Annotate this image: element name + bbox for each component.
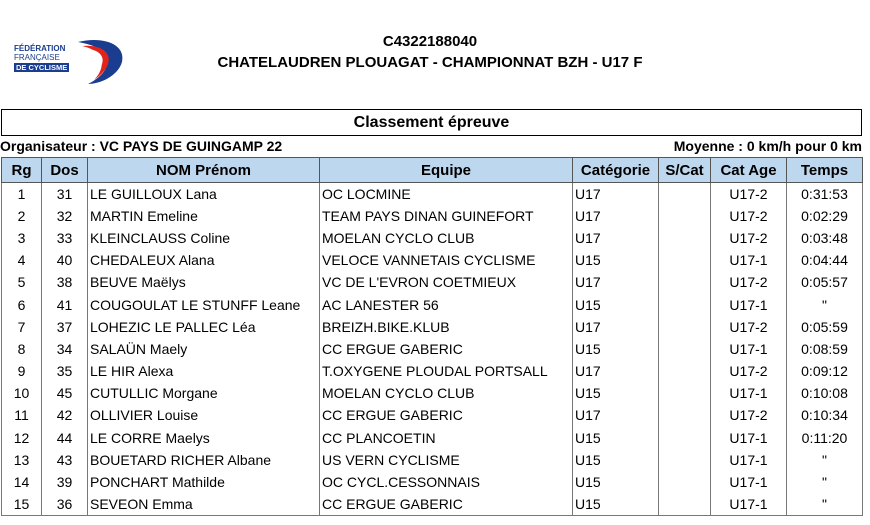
col-team: Equipe (320, 158, 573, 183)
table-row (2, 471, 863, 493)
cell-age-category: U17-1 (711, 338, 787, 360)
cell-name: KLEINCLAUSS Coline (88, 227, 320, 249)
cell-bib: 39 (42, 471, 88, 493)
cell-rank: 4 (2, 249, 42, 271)
cell-name: BEUVE Maëlys (88, 271, 320, 293)
cell-rank: 5 (2, 271, 42, 293)
cell-name: LOHEZIC LE PALLEC Léa (88, 316, 320, 338)
table-row (2, 205, 863, 227)
cell-category: U15 (573, 493, 659, 515)
results-table (1, 157, 863, 516)
cell-bib: 32 (42, 205, 88, 227)
cell-time: 0:09:12 (787, 360, 863, 382)
table-row (2, 382, 863, 404)
cell-age-category: U17-1 (711, 493, 787, 515)
cell-category: U17 (573, 404, 659, 426)
organiser-text: Organisateur : VC PAYS DE GUINGAMP 22 (0, 138, 283, 154)
col-subcategory: S/Cat (659, 158, 711, 183)
average-speed-text: Moyenne : 0 km/h pour 0 km (673, 138, 862, 154)
table-row (2, 449, 863, 471)
cell-age-category: U17-1 (711, 449, 787, 471)
cell-category: U15 (573, 382, 659, 404)
cell-category: U17 (573, 360, 659, 382)
cell-category: U17 (573, 227, 659, 249)
cell-time: 0:05:57 (787, 271, 863, 293)
cell-time: 0:04:44 (787, 249, 863, 271)
cell-team: BREIZH.BIKE.KLUB (320, 316, 573, 338)
cell-name: SEVEON Emma (88, 493, 320, 515)
cell-rank: 7 (2, 316, 42, 338)
col-category: Catégorie (573, 158, 659, 183)
cell-bib: 37 (42, 316, 88, 338)
cell-time: 0:11:20 (787, 427, 863, 449)
cell-name: LE GUILLOUX Lana (88, 183, 320, 205)
cell-name: COUGOULAT LE STUNFF Leane (88, 293, 320, 315)
cell-team: CC PLANCOETIN (320, 427, 573, 449)
cell-category: U15 (573, 293, 659, 315)
cell-subcategory (659, 427, 711, 449)
cell-age-category: U17-1 (711, 293, 787, 315)
logo-line-3: DE CYCLISME (16, 63, 68, 72)
cell-name: LE HIR Alexa (88, 360, 320, 382)
cell-time: " (787, 471, 863, 493)
cell-team: CC ERGUE GABERIC (320, 493, 573, 515)
cell-age-category: U17-2 (711, 360, 787, 382)
cell-category: U15 (573, 427, 659, 449)
cell-bib: 31 (42, 183, 88, 205)
cell-subcategory (659, 449, 711, 471)
col-dos: Dos (42, 158, 88, 183)
cell-name: CHEDALEUX Alana (88, 249, 320, 271)
cell-rank: 10 (2, 382, 42, 404)
cell-time: 0:03:48 (787, 227, 863, 249)
cell-bib: 45 (42, 382, 88, 404)
cell-bib: 34 (42, 338, 88, 360)
col-time: Temps (787, 158, 863, 183)
cell-category: U15 (573, 338, 659, 360)
cell-subcategory (659, 382, 711, 404)
cell-rank: 1 (2, 183, 42, 205)
cell-team: VC DE L'EVRON COETMIEUX (320, 271, 573, 293)
cell-age-category: U17-2 (711, 227, 787, 249)
cell-team: VELOCE VANNETAIS CYCLISME (320, 249, 573, 271)
cell-age-category: U17-1 (711, 382, 787, 404)
cell-bib: 43 (42, 449, 88, 471)
race-title: CHATELAUDREN PLOUAGAT - CHAMPIONNAT BZH - U17 F (217, 54, 643, 71)
organiser-line (0, 138, 862, 156)
cell-time: 0:10:08 (787, 382, 863, 404)
cell-name: OLLIVIER Louise (88, 404, 320, 426)
cell-bib: 41 (42, 293, 88, 315)
cell-subcategory (659, 227, 711, 249)
cell-age-category: U17-2 (711, 205, 787, 227)
cell-team: T.OXYGENE PLOUDAL PORTSALL (320, 360, 573, 382)
cell-time: 0:31:53 (787, 183, 863, 205)
cell-team: MOELAN CYCLO CLUB (320, 227, 573, 249)
table-row (2, 338, 863, 360)
cell-name: BOUETARD RICHER Albane (88, 449, 320, 471)
cell-name: SALAÜN Maely (88, 338, 320, 360)
cell-age-category: U17-2 (711, 404, 787, 426)
cell-time: 0:10:34 (787, 404, 863, 426)
cell-subcategory (659, 205, 711, 227)
table-row (2, 227, 863, 249)
cell-bib: 44 (42, 427, 88, 449)
cell-age-category: U17-1 (711, 427, 787, 449)
cell-subcategory (659, 183, 711, 205)
cell-rank: 13 (2, 449, 42, 471)
cell-age-category: U17-1 (711, 471, 787, 493)
col-name: NOM Prénom (88, 158, 320, 183)
cell-rank: 3 (2, 227, 42, 249)
cell-category: U15 (573, 449, 659, 471)
cell-rank: 12 (2, 427, 42, 449)
cell-subcategory (659, 471, 711, 493)
cell-bib: 35 (42, 360, 88, 382)
cell-rank: 15 (2, 493, 42, 515)
cell-name: LE CORRE Maelys (88, 427, 320, 449)
cell-subcategory (659, 338, 711, 360)
section-title: Classement épreuve (1, 109, 862, 136)
cell-subcategory (659, 249, 711, 271)
cell-bib: 33 (42, 227, 88, 249)
cell-category: U15 (573, 249, 659, 271)
table-row (2, 183, 863, 205)
cell-rank: 2 (2, 205, 42, 227)
header-row (2, 158, 863, 183)
cell-category: U17 (573, 183, 659, 205)
col-age-category: Cat Age (711, 158, 787, 183)
table-row (2, 271, 863, 293)
cell-age-category: U17-2 (711, 316, 787, 338)
cell-category: U17 (573, 271, 659, 293)
col-rg: Rg (2, 158, 42, 183)
cell-subcategory (659, 271, 711, 293)
table-row (2, 293, 863, 315)
cell-time: 0:02:29 (787, 205, 863, 227)
cell-name: MARTIN Emeline (88, 205, 320, 227)
cell-time: " (787, 293, 863, 315)
table-row (2, 316, 863, 338)
table-row (2, 360, 863, 382)
cell-name: PONCHART Mathilde (88, 471, 320, 493)
cell-team: OC LOCMINE (320, 183, 573, 205)
cell-team: US VERN CYCLISME (320, 449, 573, 471)
cell-rank: 11 (2, 404, 42, 426)
cell-age-category: U17-2 (711, 271, 787, 293)
cell-rank: 6 (2, 293, 42, 315)
cell-category: U15 (573, 471, 659, 493)
cell-subcategory (659, 493, 711, 515)
cell-time: 0:05:59 (787, 316, 863, 338)
cell-team: AC LANESTER 56 (320, 293, 573, 315)
cell-subcategory (659, 316, 711, 338)
table-row (2, 493, 863, 515)
cell-bib: 38 (42, 271, 88, 293)
cell-rank: 9 (2, 360, 42, 382)
race-code: C4322188040 (382, 33, 478, 50)
cell-team: TEAM PAYS DINAN GUINEFORT (320, 205, 573, 227)
cell-category: U17 (573, 316, 659, 338)
logo-line-1: FÉDÉRATION (14, 44, 66, 53)
cell-time: " (787, 449, 863, 471)
cell-bib: 42 (42, 404, 88, 426)
cell-category: U17 (573, 205, 659, 227)
cell-subcategory (659, 293, 711, 315)
table-row (2, 427, 863, 449)
cell-bib: 40 (42, 249, 88, 271)
table-row (2, 404, 863, 426)
cell-name: CUTULLIC Morgane (88, 382, 320, 404)
logo-line-2: FRANÇAISE (14, 53, 60, 62)
cell-age-category: U17-1 (711, 249, 787, 271)
cell-age-category: U17-2 (711, 183, 787, 205)
cell-team: OC CYCL.CESSONNAIS (320, 471, 573, 493)
cell-rank: 8 (2, 338, 42, 360)
cell-time: " (787, 493, 863, 515)
cell-time: 0:08:59 (787, 338, 863, 360)
table-row (2, 249, 863, 271)
cell-team: CC ERGUE GABERIC (320, 338, 573, 360)
cell-team: CC ERGUE GABERIC (320, 404, 573, 426)
cell-subcategory (659, 404, 711, 426)
cell-rank: 14 (2, 471, 42, 493)
cell-bib: 36 (42, 493, 88, 515)
cell-team: MOELAN CYCLO CLUB (320, 382, 573, 404)
cell-subcategory (659, 360, 711, 382)
